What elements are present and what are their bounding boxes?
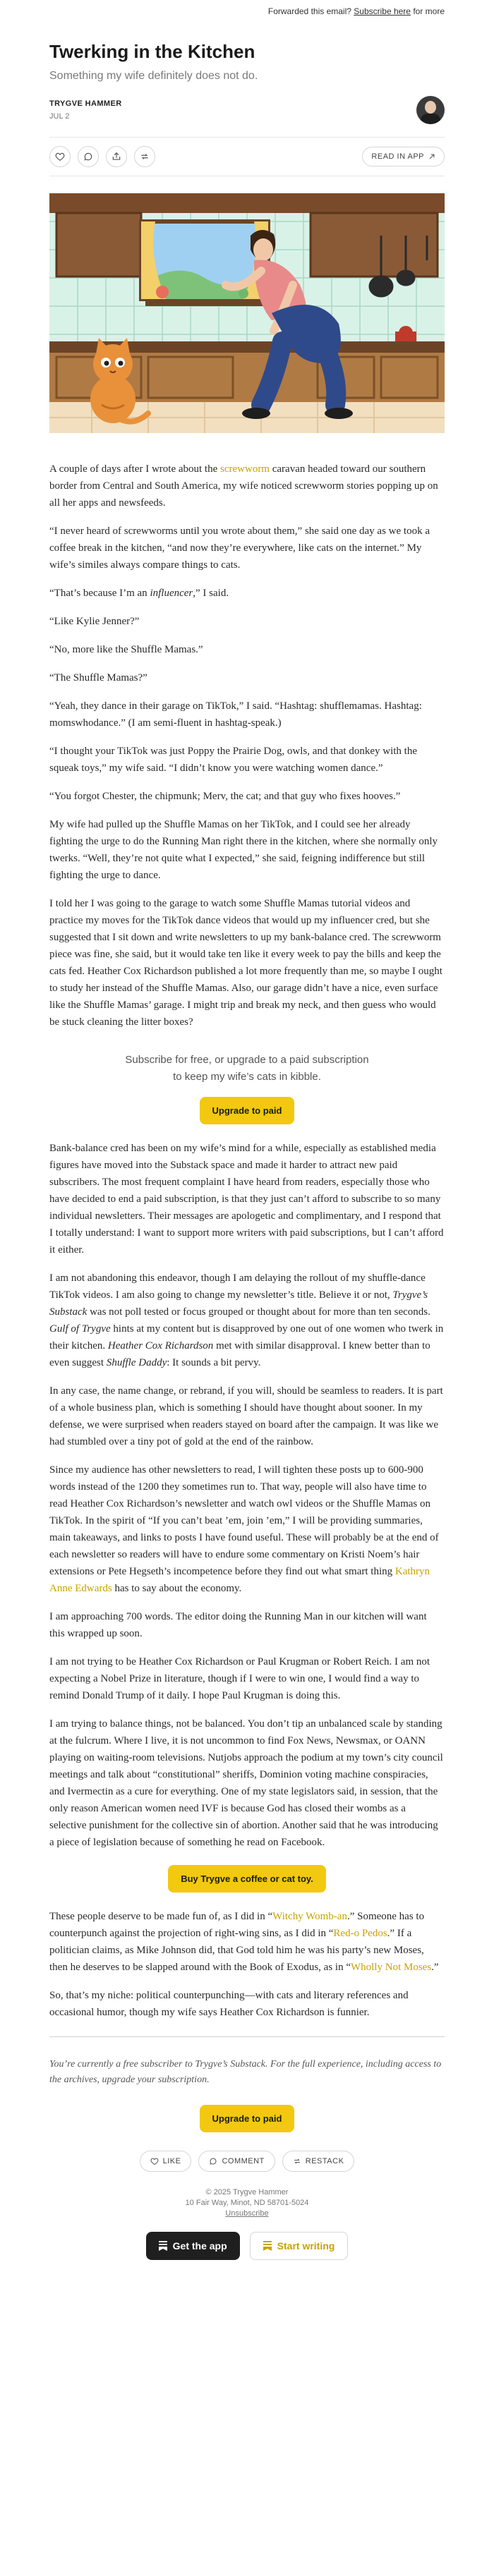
subscriber-footer xyxy=(49,2036,445,2274)
avatar-face xyxy=(425,101,436,114)
restack-button[interactable] xyxy=(134,146,155,167)
paragraph: I am trying to balance things, not be balanced. You don’t tip an unbalanced scale by standing at the fulcrum. Where I live, it is not uncommon to find Fox News, Newsmax, or OANN playing on waiting-room televisions. Nutjobs approach the podium at my town’s city council meetings and talk about “constitutional” sheriffs, Dominion voting machine conspiracies, and Ivermectin as a cure for everything. One of my state legislators said, in session, that the only reason American women need IVF is because God has closed their wombs as a selective punishment for the collective sin of abortion. Another said that he was introducing a piece of legislation because of something he read on Facebook. xyxy=(49,1718,443,1848)
paragraph: “No, more like the Shuffle Mamas.” xyxy=(49,644,203,655)
red-o-pedos-link[interactable]: Red-o Pedos xyxy=(333,1928,387,1939)
footer-comment-button[interactable]: COMMENT xyxy=(198,2151,275,2172)
hero-illustration[interactable] xyxy=(49,193,445,433)
subscribe-link[interactable]: Subscribe here xyxy=(354,6,411,16)
forward-suffix: for more xyxy=(410,6,445,16)
paragraph: My wife had pulled up the Shuffle Mamas on her TikTok, and I could see her already fighting the urge to do the Running Man right there in the kitchen, where she normally only twerks. “Well, they’re not quite what I expected,” she said, feigning indifference but still fighting the urge to dance. xyxy=(49,819,438,881)
buy-coffee-button[interactable]: Buy Trygve a coffee or cat toy. xyxy=(168,1865,326,1892)
start-writing-button[interactable]: Start writing xyxy=(250,2232,349,2260)
screwworm-link[interactable]: screwworm xyxy=(220,463,270,475)
subscribe-cta xyxy=(49,1042,445,1140)
heart-icon xyxy=(150,2157,159,2165)
cta-line-1: Subscribe for free, or upgrade to a paid subscription xyxy=(125,1054,369,1066)
paragraph: Since my audience has other newsletters to read, I will tighten these posts up to 600-900 words instead of the 1200 they sometimes run to. That way, people will also have time to read Heather Cox Richardson’s newsletter and watch owl videos or the Shuffle Mamas on TikTok. In the spirit of “If you can’t beat ’em, join ’em,” I will be providing summaries, main takeaways, and links to posts I have found useful. These will probably be at the end of each newsletter so readers will have to endure some commentary on Kristi Noem’s hair extensions or Pete Hegseth’s incompetence before they find out what smart thing Kathryn Anne Edwards has to say about the economy. xyxy=(49,1464,439,1594)
pencil-icon xyxy=(263,2241,272,2251)
share-button[interactable] xyxy=(106,146,127,167)
paragraph: “The Shuffle Mamas?” xyxy=(49,672,147,684)
paragraph: “That’s because I’m an influencer,” I said. xyxy=(49,588,229,599)
paragraph: These people deserve to be made fun of, as I did in “Witchy Womb-an.” Someone has to counterpunch against the projection of right-wing sins, as I did in “Red-o Pedos.” If a politician claims, as Mike Johnson did, that God told him he was his party’s new Moses, then he deserves to be slapped around with the Book of Exodus, as in “Wholly Not Moses.” xyxy=(49,1911,439,1973)
witchy-womb-an-link[interactable]: Witchy Womb-an xyxy=(272,1911,347,1922)
read-in-app-button[interactable] xyxy=(362,147,445,166)
heart-icon xyxy=(55,152,65,162)
free-subscriber-note: You’re currently a free subscriber to Trygve’s Substack. For the full experience, including access to the archives, upgrade your subscription. xyxy=(49,2059,442,2085)
footer-like-button[interactable]: LIKE xyxy=(140,2151,192,2172)
byline xyxy=(49,96,445,124)
post-subtitle: Something my wife definitely does not do. xyxy=(49,70,258,82)
paragraph: In any case, the name change, or rebrand, if you will, should be seamless to readers. It is part of a whole business plan, which is something I should have thought about sooner. In my defense, we were surprised when readers stayed on board after the campaign. It was like we had stumbled over a tiny pot of gold at the end of the rainbow. xyxy=(49,1385,443,1447)
tip-cta xyxy=(49,1862,445,1908)
post-date: JUL 2 xyxy=(49,112,70,121)
avatar[interactable] xyxy=(416,96,445,124)
copyright: © 2025 Trygve Hammer xyxy=(205,2188,289,2197)
legal-info xyxy=(49,2187,445,2219)
comment-button[interactable] xyxy=(78,146,99,167)
wholly-not-moses-link[interactable]: Wholly Not Moses xyxy=(351,1962,432,1973)
read-in-app-label: READ IN APP xyxy=(371,152,424,161)
paragraph: I am not trying to be Heather Cox Richardson or Paul Krugman or Robert Reich. I am not expecting a Nobel Prize in literature, though if I were to win one, I would find a way to remind Donald Trump of it daily. I hope Paul Krugman is doing this. xyxy=(49,1656,430,1701)
paragraph: “I never heard of screwworms until you wrote about them,” she said one day as we took a coffee break in the kitchen, “and now they’re everywhere, like cats on the internet.” My wife’s similes always compare things to cats. xyxy=(49,525,430,571)
footer-restack-button[interactable]: RESTACK xyxy=(282,2151,355,2172)
paragraph: “You forgot Chester, the chipmunk; Merv, the cat; and that guy who fixes hooves.” xyxy=(49,791,401,802)
external-link-icon xyxy=(428,153,435,160)
get-app-button[interactable]: Get the app xyxy=(146,2232,240,2260)
kathryn-edwards-link[interactable]: Kathryn Anne Edwards xyxy=(49,1566,430,1594)
action-bar xyxy=(49,137,445,176)
paragraph: So, that’s my niche: political counterpunching—with cats and literary references and occasional humor, though my wife says Heather Cox Richardson is funnier. xyxy=(49,1990,409,2018)
paragraph: “Yeah, they dance in their garage on TikTok,” I said. “Hashtag: shufflemamas. Hashtag: momswhodance.” (I am semi-fluent in hashtag-speak.) xyxy=(49,700,422,729)
upgrade-button[interactable]: Upgrade to paid xyxy=(200,1097,295,1124)
like-button[interactable] xyxy=(49,146,71,167)
comment-icon xyxy=(209,2157,217,2165)
author-name[interactable]: TRYGVE HAMMER xyxy=(49,99,122,108)
paragraph: I am not abandoning this endeavor, though I am delaying the rollout of my shuffle-dance TikTok videos. I am also going to change my newsletter’s title. Believe it or not, Trygve’s Substack was not poll tested or focus grouped or thought about for more than ten seconds. Gulf of Trygve hints at my content but is disapproved by one out of one women who twerk in their kitchen. Heather Cox Richardson met with similar disapproval. I knew better than to even suggest Shuffle Daddy: It sounds a bit pervy. xyxy=(49,1272,444,1368)
paragraph: I am approaching 700 words. The editor doing the Running Man in our kitchen will want this wrapped up soon. xyxy=(49,1611,427,1639)
share-icon xyxy=(112,152,121,162)
avatar-body xyxy=(421,114,440,124)
paragraph: “I thought your TikTok was just Poppy the Prairie Dog, owls, and that donkey with the squeak toys,” my wife said. “I didn’t know you were watching women dance.” xyxy=(49,746,418,774)
restack-icon xyxy=(140,152,150,162)
forward-banner xyxy=(0,0,494,25)
article-body xyxy=(49,461,445,2021)
restack-icon xyxy=(293,2157,301,2165)
post-title[interactable]: Twerking in the Kitchen xyxy=(49,41,255,62)
cta-line-2: to keep my wife’s cats in kibble. xyxy=(173,1071,321,1083)
paragraph: A couple of days after I wrote about the screwworm caravan headed toward our southern border from Central and South America, my wife noticed screwworm stories popping up on all her apps and newsfeeds. xyxy=(49,463,438,509)
substack-logo-icon xyxy=(159,2241,167,2251)
paragraph: Bank-balance cred has been on my wife’s mind for a while, especially as established media figures have moved into the Substack space and made it harder to attract new paid subscribers. The most frequent complaint I have heard from readers, especially those who have decided to end a paid subscription, is that they just can’t afford to subscribe to so many individual newsletters. Their messages are apologetic and complimentary, and I respond that I totally understand: I want to support more writers with paid subscriptions, but I can’t afford it either. xyxy=(49,1143,444,1256)
unsubscribe-link[interactable]: Unsubscribe xyxy=(225,2209,269,2218)
footer-upgrade-button[interactable]: Upgrade to paid xyxy=(200,2105,295,2132)
paragraph: “Like Kylie Jenner?” xyxy=(49,616,140,627)
address: 10 Fair Way, Minot, ND 58701-5024 xyxy=(185,2199,309,2207)
forward-prefix: Forwarded this email? xyxy=(267,6,354,16)
comment-icon xyxy=(83,152,93,162)
paragraph: I told her I was going to the garage to watch some Shuffle Mamas tutorial videos and practice my moves for the TikTok dance videos that would up my influencer cred, but she suggested that I sit down and write newsletters to up my bank-balance cred. The screwworm piece was fine, she said, but it would take ten like it every week to pay the bills and keep the cats fed. Heather Cox Richardson published a lot more frequently than me, so maybe I ought to study her instead of the Shuffle Mamas. Also, our garage didn’t have a nice, even surface like the Shuffle Mamas’ garage. I might trip and break my neck, and then guess who would be stuck cleaning the litter boxes? xyxy=(49,898,442,1028)
